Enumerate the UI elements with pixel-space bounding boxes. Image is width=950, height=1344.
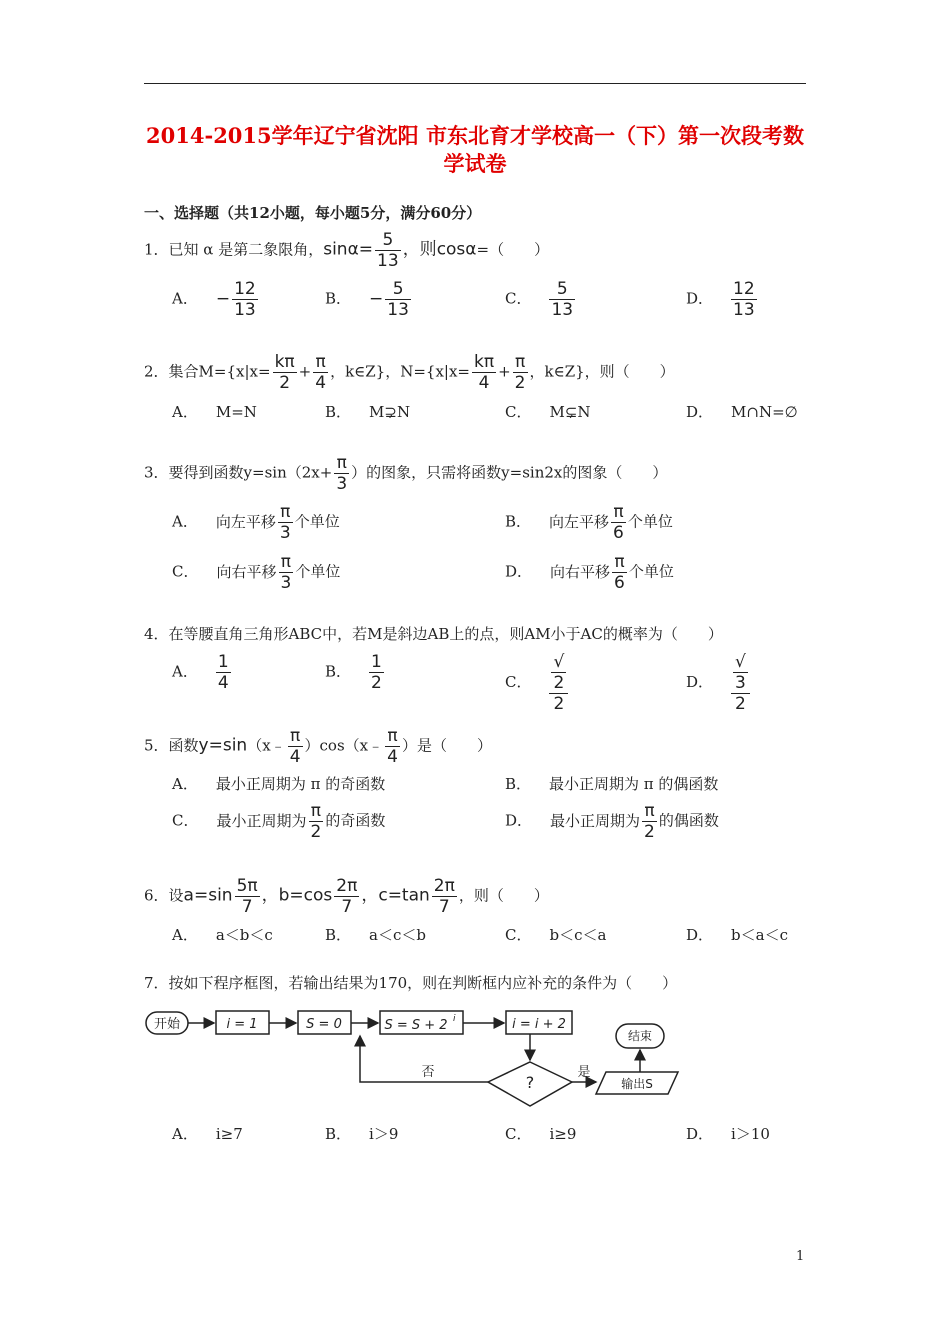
q7-option-a: A． i≥7 bbox=[172, 1125, 243, 1143]
q5-option-c: C． 最小正周期为 $\frac{\pi}{2}$ 的奇函数 bbox=[172, 801, 386, 842]
question-4: 4．在等腰直角三角形ABC中，若M是斜边AB上的点，则AM小于AC的概率为（ ） bbox=[144, 625, 723, 643]
q1-tail: =（ ） bbox=[476, 240, 550, 259]
flow-s0-label: S = 0 bbox=[306, 1017, 342, 1032]
q4-option-d: D． √ 3 2 bbox=[686, 652, 752, 714]
q7-option-d: D． i＞10 bbox=[686, 1125, 770, 1143]
q1-option-a: A． − $\frac{12}{13}$ bbox=[172, 279, 256, 320]
q3-option-c: C． 向右平移 $\frac{\pi}{3}$ 个单位 bbox=[172, 552, 341, 593]
section-heading: 一、选择题（共12小题，每小题5分，满分60分） bbox=[144, 204, 482, 222]
q2-option-a: A． M=N bbox=[172, 403, 257, 421]
q6-option-c: C． b＜c＜a bbox=[505, 926, 607, 944]
flow-yes-label: 是 bbox=[577, 1065, 591, 1080]
question-2: 2．集合M={x|x= $\frac{k\pi}{2}$ + $\frac{\pi}{4}$ ，k∈Z}，N={x|x= $\frac{k\pi}{4}$ + $\frac{\pi}{2}$ ，k∈Z}，则（ ） bbox=[144, 352, 675, 393]
q1-option-c: C． $\frac{5}{13}$ bbox=[505, 279, 574, 320]
flow-sum-superscript: i bbox=[453, 1014, 456, 1024]
flow-end-label: 结束 bbox=[627, 1029, 653, 1043]
flow-no-label: 否 bbox=[421, 1065, 435, 1080]
q1-then: ，则 bbox=[402, 239, 437, 260]
q1-eq: = bbox=[358, 239, 374, 260]
q6-option-d: D． b＜a＜c bbox=[686, 926, 788, 944]
q5-option-d: D． 最小正周期为 $\frac{\pi}{2}$ 的偶函数 bbox=[505, 801, 719, 842]
question-5: 5．函数y=sin（x﹣ $\frac{\pi}{4}$ ）cos（x﹣ $\frac{\pi}{4}$ ）是（ ） bbox=[144, 726, 492, 767]
question-1 bbox=[144, 230, 549, 271]
page-number: 1 bbox=[796, 1249, 805, 1264]
q1-option-d: D． $\frac{12}{13}$ bbox=[686, 279, 755, 320]
q1-fraction: $\frac{5}{13}$ bbox=[377, 230, 399, 271]
q1-sin: sin bbox=[323, 239, 348, 260]
flow-i1-label: i = 1 bbox=[226, 1017, 258, 1032]
flow-decision-label: ? bbox=[525, 1073, 535, 1092]
q1-alpha2: α bbox=[465, 239, 477, 260]
q4-option-a: A． $\frac{1}{4}$ bbox=[172, 652, 229, 693]
q7-option-c: C． i≥9 bbox=[505, 1125, 577, 1143]
flow-output-label: 输出S bbox=[621, 1077, 653, 1091]
header-rule bbox=[144, 83, 806, 84]
q2-option-c: C． M⊊N bbox=[505, 403, 591, 421]
flow-start-label: 开始 bbox=[153, 1017, 181, 1032]
q4-option-c: C． √ 2 2 bbox=[505, 652, 570, 714]
flow-inc-label: i = i + 2 bbox=[512, 1017, 566, 1032]
exam-title-line2: 学试卷 bbox=[443, 151, 507, 176]
q6-option-a: A． a＜b＜c bbox=[172, 926, 273, 944]
flowchart bbox=[140, 1000, 690, 1112]
q1-cos: cos bbox=[436, 239, 466, 260]
q3-option-a: A． 向左平移 $\frac{\pi}{3}$ 个单位 bbox=[172, 502, 340, 543]
question-3: 3．要得到函数y=sin（2x+ $\frac{\pi}{3}$ ）的图象，只需将函数y=sin2x的图象（ ） bbox=[144, 453, 668, 494]
q5-option-b: B． 最小正周期为 π 的偶函数 bbox=[505, 775, 719, 793]
question-6: 6．设a=sin $\frac{5\pi}{7}$ ，b=cos $\frac{2\pi}{7}$ ，c=tan $\frac{2\pi}{7}$ ，则（ ） bbox=[144, 876, 549, 917]
q2-option-d: D． M∩N=∅ bbox=[686, 403, 798, 421]
exam-title-line1: 2014-2015学年辽宁省沈阳 市东北育才学校高一（下）第一次段考数 bbox=[146, 123, 804, 148]
flow-sum-label: S = S + 2 bbox=[384, 1018, 448, 1033]
q7-option-b: B． i＞9 bbox=[325, 1125, 399, 1143]
q1-option-b: B． − $\frac{5}{13}$ bbox=[325, 279, 409, 320]
question-7: 7．按如下程序框图，若输出结果为170，则在判断框内应补充的条件为（ ） bbox=[144, 974, 678, 992]
q3-option-b: B． 向左平移 $\frac{\pi}{6}$ 个单位 bbox=[505, 502, 673, 543]
q4-option-b: B． $\frac{1}{2}$ bbox=[325, 652, 382, 693]
q1-alpha: α bbox=[347, 239, 359, 260]
q1-stem: 1．已知 α 是第二象限角， bbox=[144, 240, 324, 259]
q5-option-a: A． 最小正周期为 π 的奇函数 bbox=[172, 775, 386, 793]
q2-option-b: B． M⊋N bbox=[325, 403, 411, 421]
q6-option-b: B． a＜c＜b bbox=[325, 926, 426, 944]
q3-option-d: D． 向右平移 $\frac{\pi}{6}$ 个单位 bbox=[505, 552, 674, 593]
